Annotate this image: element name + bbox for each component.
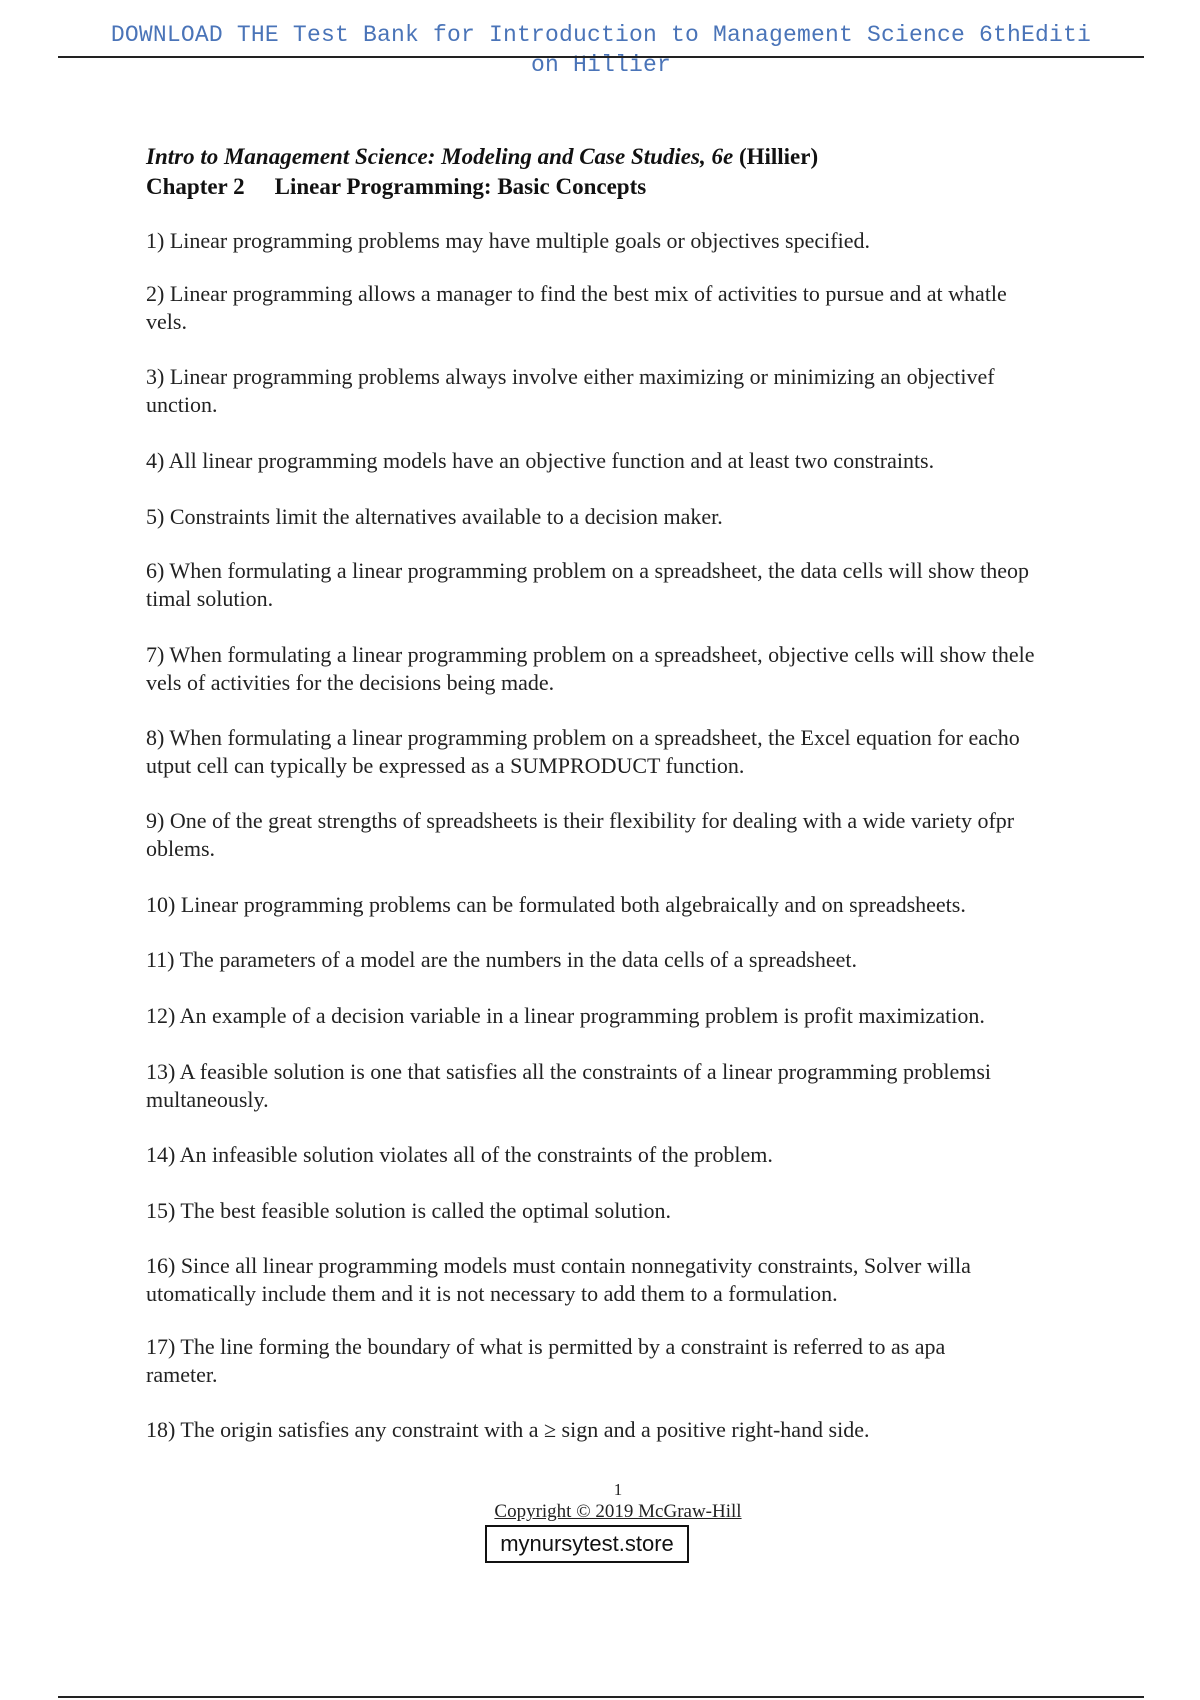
question-item [146,280,1106,336]
copyright-text: Copyright © 2019 McGraw-Hill [494,1501,742,1522]
banner-line-1: DOWNLOAD THE Test Bank for Introduction to Management Science 6thEditi [110,22,1092,48]
question-text-continued: rameter. [146,1362,218,1387]
question-item [146,503,1106,531]
question-text: 12) An example of a decision variable in a linear programming problem is profit maximization. [146,1003,985,1028]
book-author: (Hillier) [738,144,819,169]
question-text: 5) Constraints limit the alternatives available to a decision maker. [146,504,723,529]
question-item [146,807,1106,863]
question-text-continued: oblems. [146,836,216,861]
page-number: 1 [613,1480,623,1499]
question-text: 15) The best feasible solution is called the optimal solution. [146,1198,672,1223]
download-banner [58,20,1144,80]
question-text-continued: multaneously. [146,1087,269,1112]
question-text: 9) One of the great strengths of spreadsheets is their flexibility for dealing with a wide variety ofpr [146,808,1015,833]
question-text-continued: utomatically include them and it is not necessary to add them to a formulation. [146,1281,838,1306]
question-text: 1) Linear programming problems may have multiple goals or objectives specified. [146,228,870,253]
question-text: 2) Linear programming allows a manager to find the best mix of activities to pursue and at whatle [146,281,1007,306]
question-text-continued: unction. [146,392,218,417]
question-item [146,447,1106,475]
question-item [146,946,1106,974]
chapter-heading [146,172,1106,202]
question-text: 4) All linear programming models have an objective function and at least two constraints. [146,448,935,473]
question-text: 18) The origin satisfies any constraint with a ≥ sign and a positive right-hand side. [146,1417,870,1442]
question-text-continued: vels of activities for the decisions being made. [146,670,555,695]
question-text: 10) Linear programming problems can be formulated both algebraically and on spreadsheets. [146,892,966,917]
question-item [146,1002,1106,1030]
question-text: 17) The line forming the boundary of what is permitted by a constraint is referred to as apa [146,1334,946,1359]
question-text: 14) An infeasible solution violates all of the constraints of the problem. [146,1142,773,1167]
question-item [146,891,1106,919]
copyright-notice [0,1501,1200,1523]
chapter-topic: Linear Programming: Basic Concepts [274,174,647,199]
question-text: 13) A feasible solution is one that satisfies all the constraints of a linear programming problemsi [146,1059,991,1084]
bottom-divider [58,1696,1144,1698]
question-text: 11) The parameters of a model are the numbers in the data cells of a spreadsheet. [146,947,858,972]
question-item [146,363,1106,419]
question-text-continued: utput cell can typically be expressed as a SUMPRODUCT function. [146,753,745,778]
watermark-stamp: mynursytest.store [485,1525,689,1563]
question-item [146,1333,1106,1389]
question-item [146,641,1106,697]
question-text: 7) When formulating a linear programming problem on a spreadsheet, objective cells will show thele [146,642,1035,667]
banner-divider [58,56,1144,58]
book-title-line [146,142,1106,172]
question-text-continued: timal solution. [146,586,274,611]
question-text: 3) Linear programming problems always involve either maximizing or minimizing an objectivef [146,364,995,389]
question-item [146,557,1106,613]
question-text: 16) Since all linear programming models must contain nonnegativity constraints, Solver willa [146,1253,971,1278]
question-item [146,1058,1106,1114]
document-header [146,142,1106,202]
question-item [146,1416,1106,1444]
question-item [146,1197,1106,1225]
question-item [146,724,1106,780]
book-title: Intro to Management Science: Modeling and Case Studies, 6e [146,144,734,169]
question-text-continued: vels. [146,309,187,334]
question-item [146,1252,1106,1308]
banner-line-2: on Hillier [530,52,672,78]
question-text: 8) When formulating a linear programming problem on a spreadsheet, the Excel equation for eacho [146,725,1020,750]
chapter-label: Chapter 2 [146,174,245,199]
question-item [146,227,1106,255]
question-text: 6) When formulating a linear programming problem on a spreadsheet, the data cells will show theop [146,558,1030,583]
question-item [146,1141,1106,1169]
